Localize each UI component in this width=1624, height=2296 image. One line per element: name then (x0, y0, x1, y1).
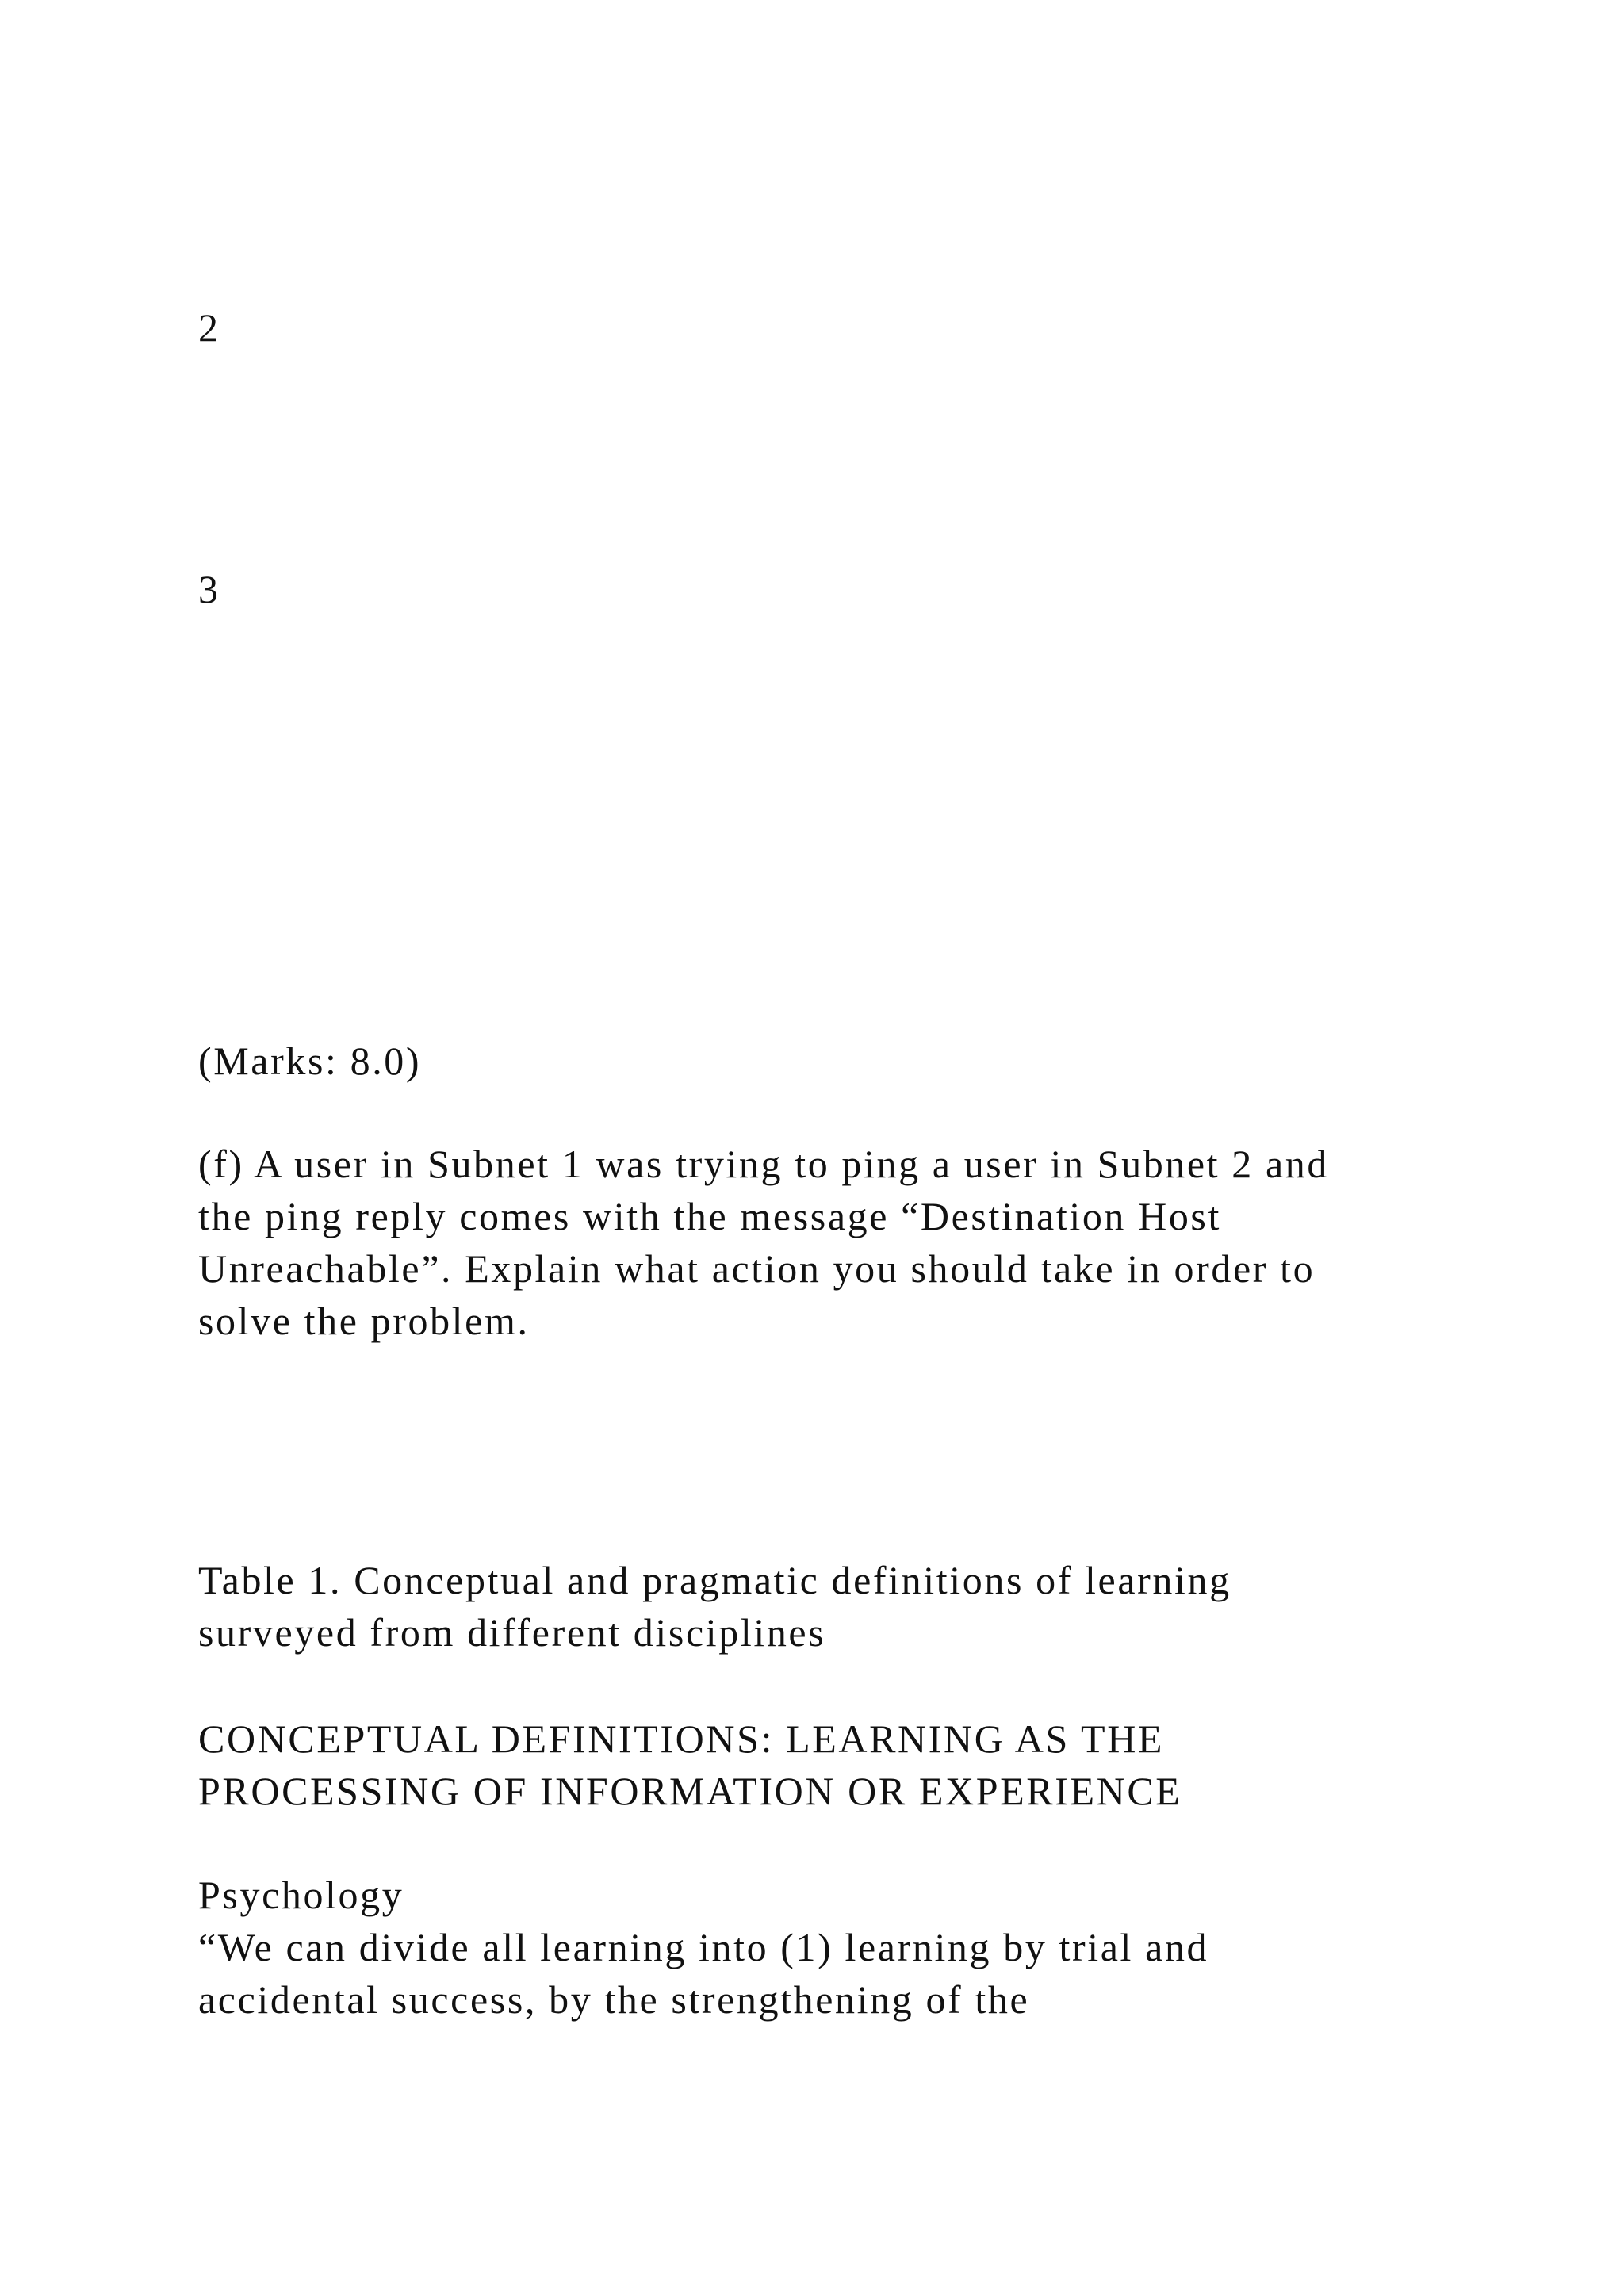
section-heading (198, 1712, 1562, 1817)
section-heading-line: CONCEPTUAL DEFINITIONS: LEARNING AS THE (198, 1716, 1165, 1761)
section-heading-line: PROCESSING OF INFORMATION OR EXPERIENCE (198, 1769, 1182, 1813)
question-f-line: solve the problem. (198, 1299, 530, 1343)
page-number-3: 3 (198, 567, 220, 611)
question-f-line: (f) A user in Subnet 1 was trying to ping a user in Subnet 2 and (198, 1142, 1329, 1186)
table-caption-line: Table 1. Conceptual and pragmatic definitions of learning (198, 1558, 1231, 1602)
table-caption-line: surveyed from different disciplines (198, 1610, 826, 1655)
quote-paragraph (198, 1921, 1562, 2026)
discipline-label: Psychology (198, 1873, 404, 1917)
question-f-line: Unreachable”. Explain what action you should take in order to (198, 1246, 1316, 1291)
page-number-2: 2 (198, 305, 220, 350)
quote-line: accidental success, by the strengthening of the (198, 1977, 1030, 2022)
quote-line: “We can divide all learning into (1) learning by trial and (198, 1925, 1209, 1969)
table-caption (198, 1554, 1562, 1659)
question-f-paragraph (198, 1138, 1562, 1347)
marks-label: (Marks: 8.0) (198, 1039, 422, 1083)
question-f-line: the ping reply comes with the message “Destination Host (198, 1194, 1221, 1238)
